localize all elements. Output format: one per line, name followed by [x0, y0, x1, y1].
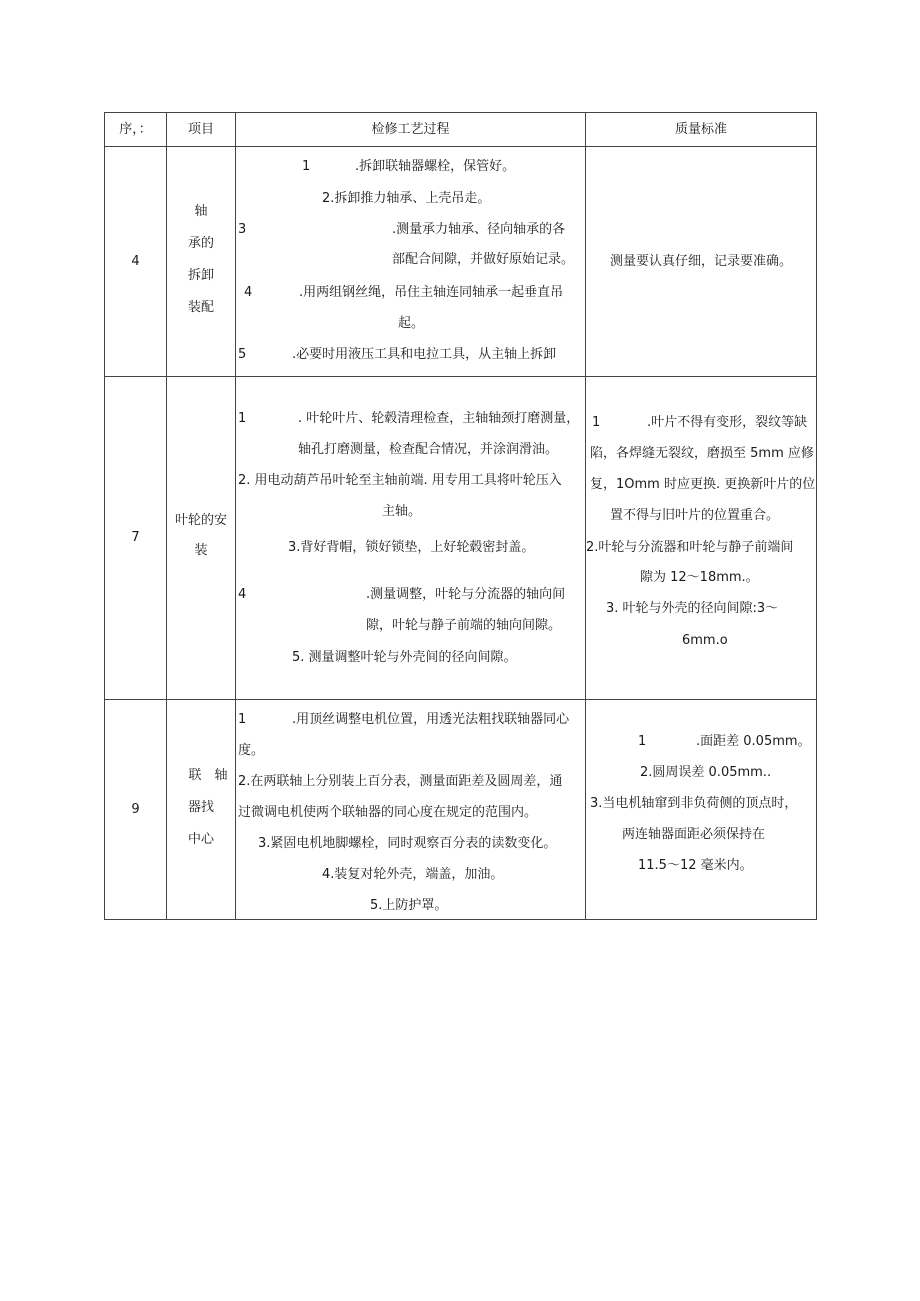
process-line: 度。 [238, 743, 265, 758]
process-line: .必要时用液压工具和电拉工具，从主轴上拆卸 [292, 347, 557, 362]
standard-line: 6mm.o [682, 633, 728, 648]
maintenance-table [104, 112, 817, 920]
process-line: 1 [302, 159, 311, 174]
standard-line: 测量要认真仔细，记录要准确。 [610, 254, 793, 269]
standard-line: 3.当电机轴窜到非负荷侧的顶点时， [590, 796, 798, 811]
process-line: 5 [238, 347, 247, 362]
item-line: 拆卸 [187, 267, 214, 283]
process-line: 3 [238, 222, 247, 237]
process-line: . 叶轮叶片、轮毂清理检查，主轴轴颈打磨测量， [298, 411, 580, 426]
process-line: .拆卸联轴器螺栓，保管好。 [355, 159, 516, 174]
process-line: 3.紧固电机地脚螺栓，同时观察百分表的读数变化。 [258, 836, 557, 851]
table-header-row [105, 113, 817, 147]
item-line: 承的 [187, 235, 214, 251]
process-line: 部配合间隙，并做好原始记录。 [392, 252, 575, 267]
process-line: .用两组钢丝绳，吊住主轴连同轴承一起垂直吊 [299, 285, 564, 300]
process-line: 4 [238, 587, 247, 602]
process-line: 5. 测量调整叶轮与外壳间的径向间隙。 [292, 650, 517, 665]
row-item [167, 700, 236, 920]
row-seq: 4 [105, 147, 167, 377]
header-seq: 序，： [105, 113, 167, 147]
process-line: 主轴。 [382, 504, 422, 519]
process-line: 2.在两联轴上分别装上百分表，测量面距差及圆周差，通 [238, 774, 563, 789]
row-item [167, 377, 236, 700]
process-line: 起。 [398, 316, 425, 331]
row-seq: 9 [105, 700, 167, 920]
standard-line: 3. 叶轮与外壳的径向间隙:3～ [606, 601, 779, 616]
process-line: 2. 用电动葫芦吊叶轮至主轴前端. 用专用工具将叶轮压入 [238, 473, 562, 488]
process-line: .用顶丝调整电机位置，用透光法粗找联轴器同心 [292, 712, 570, 727]
row-process [236, 377, 586, 700]
item-line: 叶轮的安 [174, 512, 227, 528]
row-seq: 7 [105, 377, 167, 700]
process-line: 4 [244, 285, 253, 300]
row-item [167, 147, 236, 377]
standard-line: .叶片不得有变形，裂纹等缺 [647, 415, 808, 430]
item-line: 中心 [187, 831, 214, 847]
item-line: 轴 [194, 203, 208, 219]
standard-line: .面距差 0.05mm。 [696, 734, 811, 749]
table-row [105, 377, 817, 700]
process-line: 隙，叶轮与静子前端的轴向间隙。 [366, 618, 562, 633]
process-line: 4.装复对轮外壳，端盖，加油。 [322, 867, 504, 882]
process-line: 过微调电机使两个联轴器的同心度在规定的范围内。 [238, 805, 538, 820]
standard-line: 1 [592, 415, 601, 430]
process-line: 1 [238, 712, 247, 727]
standard-line: 陷，各焊缝无裂纹，磨损至 5mm 应修 [590, 446, 814, 461]
header-process: 检修工艺过程 [236, 113, 586, 147]
standard-line: 隙为 12～18mm.。 [640, 570, 759, 585]
standard-line: 11.5～12 毫米内。 [638, 858, 753, 873]
process-line: .测量调整，叶轮与分流器的轴向间 [366, 587, 566, 602]
process-line: 5.上防护罩。 [370, 898, 448, 913]
table-row [105, 147, 817, 377]
row-standard [586, 377, 817, 700]
standard-line: 2.圆周误差 0.05mm.. [640, 765, 772, 780]
row-standard [586, 700, 817, 920]
row-process [236, 147, 586, 377]
standard-line: 置不得与旧叶片的位置重合。 [610, 508, 780, 523]
header-standard: 质量标准 [586, 113, 817, 147]
header-item: 项目 [167, 113, 236, 147]
process-line: 3.背好背帽，锁好锁垫，上好轮毂密封盖。 [288, 540, 535, 555]
process-line: 2.拆卸推力轴承、上壳吊走。 [322, 191, 491, 206]
standard-line: 1 [638, 734, 647, 749]
row-process [236, 700, 586, 920]
process-line: .测量承力轴承、径向轴承的各 [392, 222, 566, 237]
standard-line: 复，1Omm 时应更换. 更换新叶片的位 [590, 477, 816, 492]
process-line: 轴孔打磨测量，检查配合情况，并涂润滑油。 [298, 442, 559, 457]
item-line: 联 轴 [188, 767, 228, 783]
standard-line: 两连轴器面距必须保持在 [622, 827, 766, 842]
row-standard [586, 147, 817, 377]
table-row [105, 700, 817, 920]
process-line: 1 [238, 411, 247, 426]
item-line: 装 [194, 542, 208, 558]
item-line: 器找 [187, 799, 214, 815]
standard-line: 2.叶轮与分流器和叶轮与静子前端间 [586, 540, 794, 555]
item-line: 装配 [187, 299, 214, 315]
